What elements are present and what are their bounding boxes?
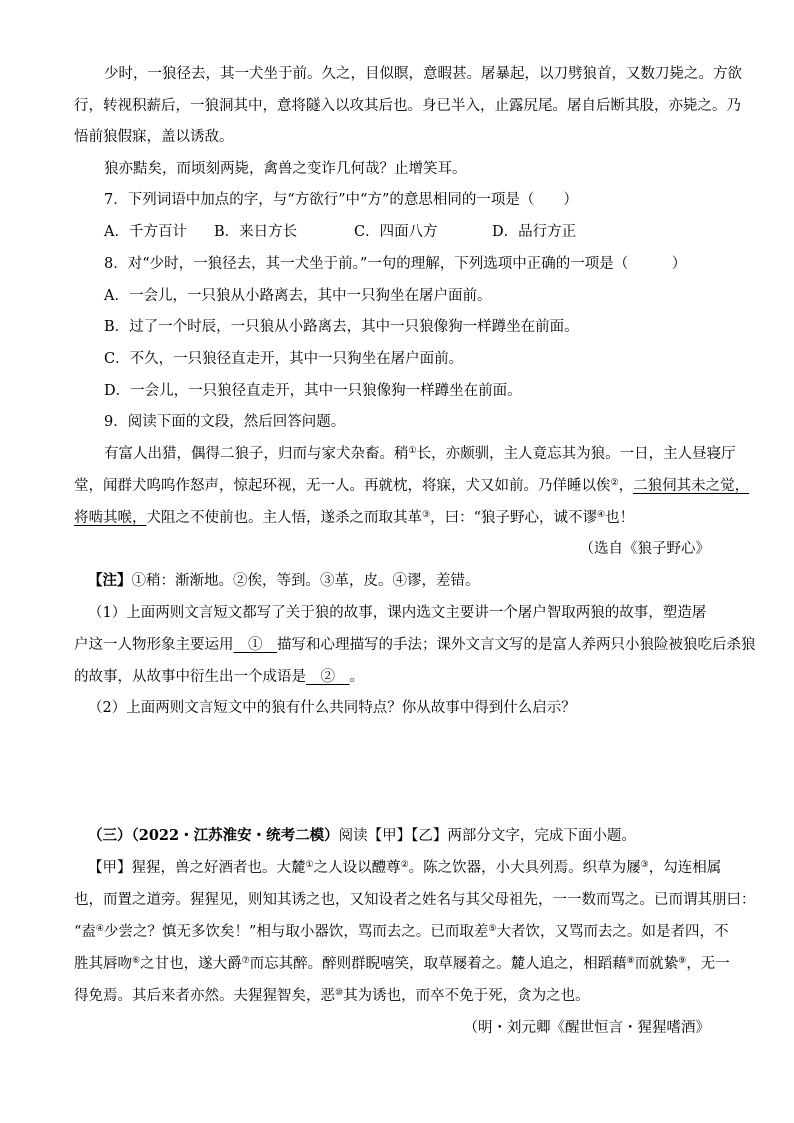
passage-text: ，无一 bbox=[686, 956, 730, 972]
passage-text: 而就絷 bbox=[634, 956, 679, 972]
passage-line bbox=[74, 508, 694, 528]
passage-text: 胜其唇吻 bbox=[74, 956, 132, 972]
passage-text: 而忘其醉。醉则群睨嘻笑，取草屦着之。麓人追之，相蹈藉 bbox=[249, 956, 627, 972]
footnote-marker: ② bbox=[610, 478, 619, 488]
section-3-heading bbox=[88, 826, 708, 846]
footnote-marker: ③ bbox=[640, 860, 649, 870]
passage-text: 得免焉。其后来者亦然。夫猩猩智矣，恶 bbox=[74, 988, 335, 1004]
passage-line bbox=[74, 96, 741, 116]
passage-text: ，曰：“狼子野心，诚不谬 bbox=[430, 510, 597, 526]
footnote-marker: ⑨ bbox=[678, 956, 687, 966]
question-8-stem: 8．对“少时，一狼径去，其一犬坐于前。”一句的理解，下列选项中正确的一项是（ ） bbox=[104, 256, 687, 272]
option-b[interactable]: B．过了一个时辰，一只狼从小路离去，其中一只狼像狗一样蹲坐在前面。 bbox=[104, 319, 579, 335]
sub-question-2: （2）上面两则文言短文中的狼有什么共同特点？你从故事中得到什么启示？ bbox=[88, 700, 576, 716]
option-a[interactable]: A．千方百计 bbox=[104, 224, 187, 240]
passage-text: 悟前狼假寐，盖以诱敌。 bbox=[74, 129, 234, 145]
answer-blank-2[interactable]: ② bbox=[306, 669, 350, 685]
footnote-marker: ③ bbox=[422, 510, 431, 520]
passage-line bbox=[74, 890, 756, 910]
passage-line bbox=[74, 954, 730, 974]
passage-text: 狼亦黠矣，而顷刻两毙，禽兽之变诈几何哉？止增笑耳。 bbox=[104, 161, 467, 177]
question-text: 的故事，从故事中衍生出一个成语是 bbox=[74, 669, 306, 685]
note-text: ①稍：渐渐地。②俟，等到。③革，皮。④谬，差错。 bbox=[131, 573, 480, 589]
option-d[interactable]: D．一会儿，一只狼径直走开，其中一只狼像狗一样蹲坐在前面。 bbox=[104, 383, 522, 399]
footnote-marker: ① bbox=[408, 446, 417, 456]
footnote-marker: ④ bbox=[597, 510, 606, 520]
answer-blank-1[interactable]: ① bbox=[233, 637, 277, 653]
question-text: 户这一人物形象主要运用 bbox=[74, 637, 234, 653]
section-source: （三）（2022・江苏淮安・统考二模） bbox=[88, 827, 339, 844]
passage-text: 其为诱也，而卒不免于死，贪为之也。 bbox=[343, 988, 590, 1004]
passage-text: 犬阻之不使前也。主人悟，遂杀之而取其革 bbox=[146, 510, 422, 526]
option-a[interactable]: A．一会儿，一只狼从小路离去，其中一只狗坐在屠户面前。 bbox=[104, 288, 492, 304]
sub-question-1-line bbox=[74, 667, 694, 687]
passage-line bbox=[74, 922, 729, 942]
passage-text: 有富人出猎，偶得二狼子，归而与家犬杂畜。稍 bbox=[104, 446, 409, 462]
source-citation: （选自《狼子野心》 bbox=[579, 541, 710, 557]
passage-line bbox=[74, 127, 694, 147]
passage-text: 堂，闻群犬呜呜作怒声，惊起环视，无一人。再就枕，将寐，犬又如前。乃佯睡以俟 bbox=[74, 478, 611, 494]
passage-text: 少尝之？慎无多饮矣！”相与取小器饮，骂而去之。已而取差 bbox=[104, 924, 489, 940]
sub-question-1: （1）上面两则文言短文都写了关于狼的故事，课内选文主要讲一个屠户智取两狼的故事，塑造屠 bbox=[88, 605, 707, 621]
passage-text: 。陈之饮器，小大具列焉。织草为屦 bbox=[408, 860, 641, 876]
underlined-text: 二狼伺其未之觉， bbox=[633, 478, 750, 494]
footnote-marker: ⑤ bbox=[488, 924, 497, 934]
passage-text: 【甲】猩猩，兽之好酒者也。大麓 bbox=[88, 860, 306, 876]
passage-line bbox=[104, 64, 742, 84]
question-text: 描写和心理描写的手法；课外文言文写的是富人养两只小狼险被狼吃后杀狼 bbox=[277, 637, 756, 653]
footnote-marker: ⑩ bbox=[335, 988, 344, 998]
question-text: 。 bbox=[349, 669, 364, 685]
notes bbox=[88, 571, 708, 591]
question-7-options bbox=[104, 222, 724, 242]
passage-text: 之人设以醴尊 bbox=[313, 860, 401, 876]
footnote-marker: ② bbox=[400, 860, 409, 870]
footnote-marker: ⑥ bbox=[132, 956, 141, 966]
passage-text: 长，亦颇驯，主人竟忘其为狼。一日，主人昼寝厅 bbox=[416, 446, 736, 462]
passage-text: ，勾连相属 bbox=[648, 860, 722, 876]
passage-line bbox=[88, 858, 722, 878]
option-c[interactable]: C．四面八方 bbox=[354, 224, 438, 240]
source-citation: （明・刘元卿《醒世恒言・猩猩嗜酒》 bbox=[463, 1020, 710, 1036]
passage-text: 少时，一狼径去，其一犬坐于前。久之，目似瞑，意暇甚。屠暴起，以刀劈狼首，又数刀毙之。方欲 bbox=[104, 66, 742, 82]
passage-text: 大者饮，又骂而去之。如是者四，不 bbox=[496, 924, 729, 940]
passage-text: 行，转视积薪后，一狼洞其中，意将隧入以攻其后也。身已半入，止露尻尾。屠自后断其股，亦毙之。乃 bbox=[74, 98, 741, 114]
passage-text: 之甘也，遂大爵 bbox=[140, 956, 242, 972]
footnote-marker: ④ bbox=[95, 924, 104, 934]
passage-line bbox=[104, 444, 736, 464]
sub-question-1-line bbox=[74, 635, 756, 655]
passage-text: “盍 bbox=[74, 924, 96, 940]
passage-text: 也，而置之道旁。猩猩见，则知其诱之也，又知设者之姓名与其父母祖先，一一数而骂之。已而谓其朋曰： bbox=[74, 892, 756, 908]
question-7-stem: 7．下列词语中加点的字，与“方欲行”中“方”的意思相同的一项是（ ） bbox=[104, 192, 578, 208]
section-instruction: 阅读【甲】【乙】两部分文字，完成下面小题。 bbox=[338, 828, 636, 844]
footnote-marker: ⑦ bbox=[241, 956, 250, 966]
option-c[interactable]: C．不久，一只狼径直走开，其中一只狗坐在屠户面前。 bbox=[104, 351, 464, 367]
passage-line bbox=[74, 476, 750, 496]
option-d[interactable]: D．品行方正 bbox=[492, 224, 577, 240]
question-9-stem: 9．阅读下面的文段，然后回答问题。 bbox=[104, 414, 346, 430]
footnote-marker: ① bbox=[305, 860, 314, 870]
passage-text: 也！ bbox=[605, 510, 635, 526]
passage-line bbox=[104, 159, 724, 179]
option-b[interactable]: B．来日方长 bbox=[214, 224, 298, 240]
note-label: 【注】 bbox=[88, 572, 132, 589]
footnote-marker: ⑧ bbox=[626, 956, 635, 966]
passage-line bbox=[74, 986, 694, 1006]
underlined-text: 将啮其喉， bbox=[74, 510, 147, 526]
passage-text: ， bbox=[618, 478, 634, 494]
